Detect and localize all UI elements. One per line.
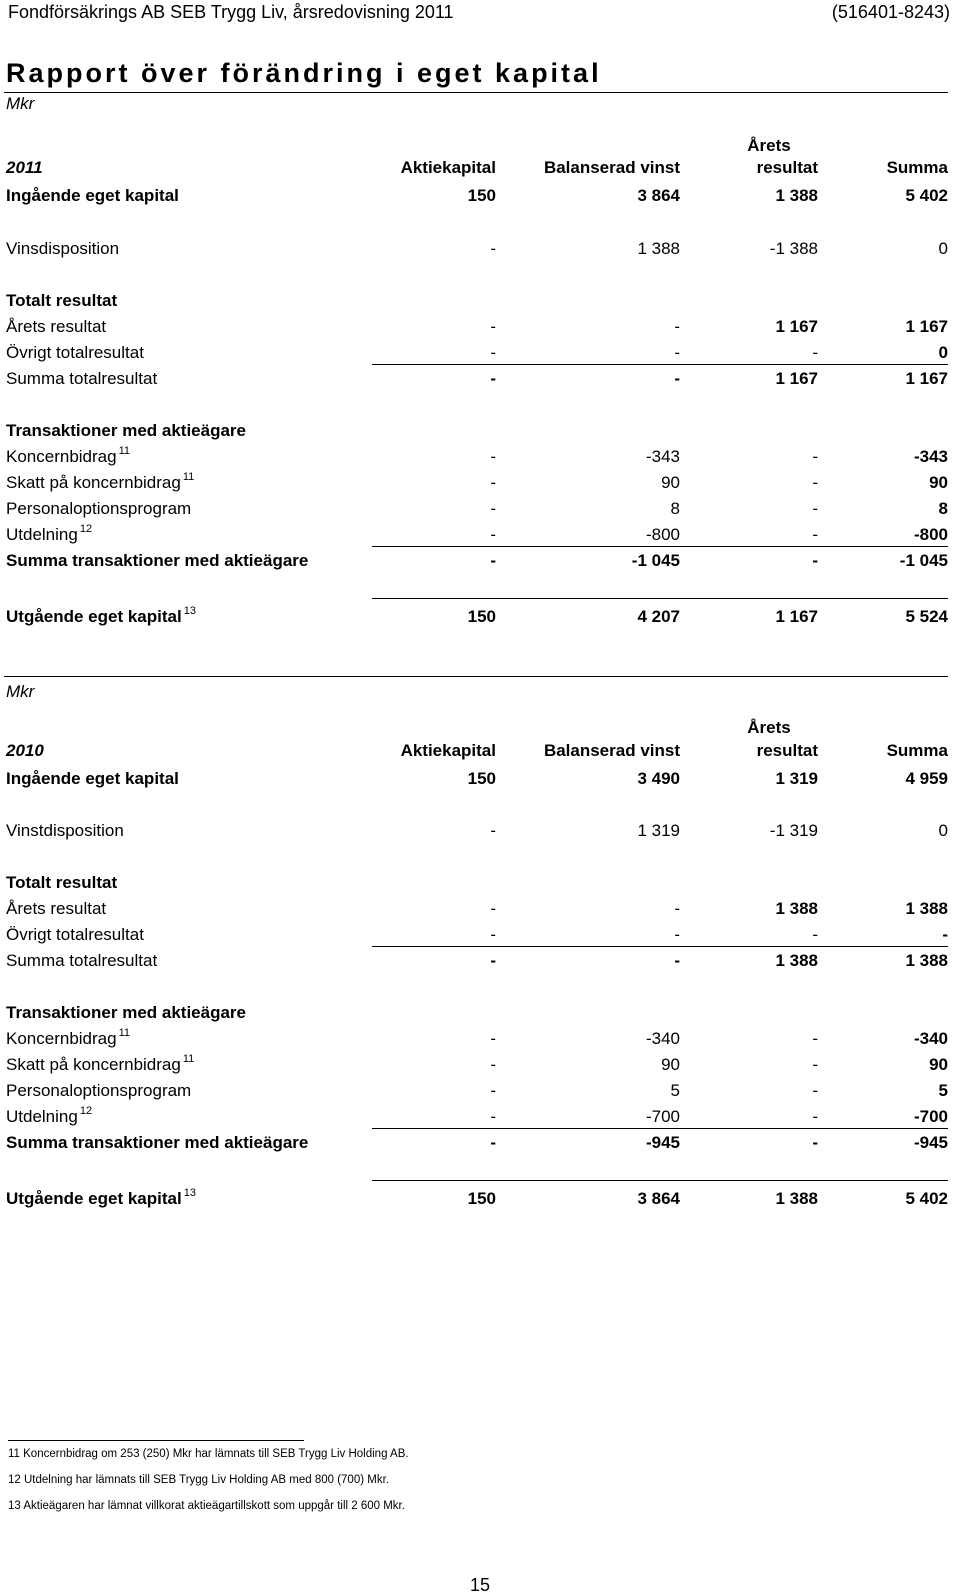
table-row-utdelning-2011 bbox=[6, 523, 950, 547]
cell-arets: - bbox=[812, 1081, 818, 1100]
cell-aktiekapital: - bbox=[490, 499, 496, 518]
col-summa: Summa bbox=[886, 741, 948, 760]
sum-line bbox=[372, 1128, 948, 1129]
cell-balanserad: -340 bbox=[645, 1029, 680, 1048]
table-row-ingaende-2010 bbox=[6, 767, 950, 791]
cell-arets: 1 388 bbox=[775, 1189, 818, 1208]
footnote-ref: 12 bbox=[79, 1105, 93, 1117]
footnote-ref: 12 bbox=[79, 523, 93, 535]
table-row-utgaende-2011 bbox=[6, 605, 950, 629]
table-row-koncernbidrag-2010 bbox=[6, 1027, 950, 1051]
cell-aktiekapital: - bbox=[490, 1055, 496, 1074]
cell-arets: 1 388 bbox=[775, 951, 818, 970]
table-row-ovrigt-2010 bbox=[6, 923, 950, 947]
year-label-2011: 2011 bbox=[6, 158, 43, 177]
cell-summa: 90 bbox=[929, 1055, 948, 1074]
cell-aktiekapital: 150 bbox=[467, 186, 496, 205]
section-heading: Transaktioner med aktieägare bbox=[6, 1003, 247, 1022]
cell-balanserad: - bbox=[674, 951, 680, 970]
cell-aktiekapital: - bbox=[490, 239, 496, 258]
cell-aktiekapital: - bbox=[490, 343, 496, 362]
cell-arets: -1 319 bbox=[769, 821, 818, 840]
col-arets-resultat: resultat bbox=[756, 158, 818, 177]
total-line bbox=[372, 598, 948, 599]
cell-arets: - bbox=[812, 925, 818, 944]
cell-balanserad: 8 bbox=[670, 499, 680, 518]
title-underline bbox=[4, 92, 948, 93]
col-balanserad-vinst: Balanserad vinst bbox=[543, 158, 680, 177]
cell-summa: -340 bbox=[913, 1029, 948, 1048]
cell-balanserad: - bbox=[674, 899, 680, 918]
cell-aktiekapital: 150 bbox=[467, 1189, 496, 1208]
cell-arets: - bbox=[812, 1029, 818, 1048]
section-heading-transaktioner-2011 bbox=[6, 419, 950, 443]
section-heading: Transaktioner med aktieägare bbox=[6, 421, 247, 440]
row-label: Övrigt totalresultat bbox=[6, 343, 144, 362]
cell-balanserad: - bbox=[674, 317, 680, 336]
col-aktiekapital: Aktiekapital bbox=[400, 741, 496, 760]
unit-label-2010: Mkr bbox=[6, 682, 35, 701]
table-row-koncernbidrag-2011 bbox=[6, 445, 950, 469]
header-row-2010 bbox=[6, 739, 950, 763]
sum-line bbox=[372, 946, 948, 947]
col-arets-top-2011: Årets bbox=[747, 136, 791, 155]
cell-arets: 1 319 bbox=[775, 769, 818, 788]
row-label: Utgående eget kapital bbox=[6, 607, 182, 626]
cell-arets: - bbox=[812, 525, 818, 544]
row-label: Utgående eget kapital bbox=[6, 1189, 182, 1208]
cell-arets: 1 388 bbox=[775, 899, 818, 918]
cell-aktiekapital: - bbox=[490, 473, 496, 492]
cell-balanserad: 90 bbox=[661, 473, 680, 492]
cell-balanserad: - bbox=[674, 925, 680, 944]
cell-aktiekapital: - bbox=[490, 447, 496, 466]
col-aktiekapital: Aktiekapital bbox=[400, 158, 496, 177]
cell-summa: - bbox=[942, 925, 948, 944]
cell-summa: -945 bbox=[913, 1133, 948, 1152]
cell-aktiekapital: - bbox=[490, 369, 496, 388]
cell-arets: - bbox=[812, 473, 818, 492]
cell-arets: - bbox=[812, 1107, 818, 1126]
cell-arets: - bbox=[812, 1055, 818, 1074]
cell-arets: - bbox=[812, 343, 818, 362]
footnote-ref: 11 bbox=[118, 1027, 130, 1039]
cell-arets: 1 167 bbox=[775, 317, 818, 336]
cell-summa: 8 bbox=[938, 499, 948, 518]
cell-balanserad: - bbox=[674, 369, 680, 388]
cell-aktiekapital: 150 bbox=[467, 607, 496, 626]
cell-summa: 0 bbox=[938, 343, 948, 362]
row-label: Årets resultat bbox=[6, 317, 107, 336]
section-heading-totalt-2010 bbox=[6, 871, 950, 895]
col-summa: Summa bbox=[886, 158, 948, 177]
cell-aktiekapital: - bbox=[490, 899, 496, 918]
cell-summa: 0 bbox=[938, 239, 948, 258]
cell-summa: -800 bbox=[913, 525, 948, 544]
cell-aktiekapital: - bbox=[490, 525, 496, 544]
cell-arets: 1 167 bbox=[775, 369, 818, 388]
cell-summa: 1 167 bbox=[905, 317, 948, 336]
footnote-separator bbox=[8, 1440, 304, 1441]
row-label: Ingående eget kapital bbox=[6, 186, 179, 205]
unit-label-2011: Mkr bbox=[6, 94, 35, 113]
cell-summa: -700 bbox=[913, 1107, 948, 1126]
section-heading-totalt-2011 bbox=[6, 289, 950, 313]
cell-summa: 4 959 bbox=[905, 769, 948, 788]
row-label: Ingående eget kapital bbox=[6, 769, 179, 788]
table-row-arets-resultat-2011 bbox=[6, 315, 950, 339]
row-label: Personaloptionsprogram bbox=[6, 499, 192, 518]
section-heading: Totalt resultat bbox=[6, 873, 118, 892]
cell-summa: 1 388 bbox=[905, 951, 948, 970]
row-label: Personaloptionsprogram bbox=[6, 1081, 192, 1100]
col-arets-top-2010: Årets bbox=[747, 718, 791, 737]
row-label: Koncernbidrag bbox=[6, 447, 117, 466]
cell-summa: 5 402 bbox=[905, 1189, 948, 1208]
row-label: Summa transaktioner med aktieägare bbox=[6, 1133, 309, 1152]
table-row-personal-2010 bbox=[6, 1079, 950, 1103]
table-row-personal-2011 bbox=[6, 497, 950, 521]
cell-arets: - bbox=[812, 499, 818, 518]
sum-line bbox=[372, 546, 948, 547]
cell-summa: 0 bbox=[938, 821, 948, 840]
cell-arets: - bbox=[812, 1133, 818, 1152]
row-label: Skatt på koncernbidrag bbox=[6, 473, 181, 492]
footnote-11: 11 Koncernbidrag om 253 (250) Mkr har lämnats till SEB Trygg Liv Holding AB. bbox=[8, 1448, 409, 1460]
total-line bbox=[372, 1180, 948, 1181]
sum-line bbox=[372, 364, 948, 365]
cell-balanserad: -945 bbox=[645, 1133, 680, 1152]
cell-balanserad: -1 045 bbox=[631, 551, 680, 570]
cell-aktiekapital: - bbox=[490, 925, 496, 944]
row-label: Skatt på koncernbidrag bbox=[6, 1055, 181, 1074]
cell-arets: - bbox=[812, 551, 818, 570]
col-balanserad-vinst: Balanserad vinst bbox=[543, 741, 680, 760]
cell-balanserad: 90 bbox=[661, 1055, 680, 1074]
row-label: Vinsdisposition bbox=[6, 239, 120, 258]
table-row-summa-trans-2011 bbox=[6, 549, 950, 573]
cell-summa: 1 388 bbox=[905, 899, 948, 918]
cell-balanserad: 1 319 bbox=[637, 821, 680, 840]
row-label: Koncernbidrag bbox=[6, 1029, 117, 1048]
cell-summa: 5 402 bbox=[905, 186, 948, 205]
section-divider bbox=[4, 676, 948, 677]
cell-aktiekapital: - bbox=[490, 821, 496, 840]
footnote-ref: 11 bbox=[182, 471, 195, 483]
row-label: Vinstdisposition bbox=[6, 821, 124, 840]
table-row-summa-trans-2010 bbox=[6, 1131, 950, 1155]
year-label-2010: 2010 bbox=[6, 741, 44, 760]
cell-aktiekapital: - bbox=[490, 1081, 496, 1100]
col-arets-resultat: resultat bbox=[756, 741, 818, 760]
footnote-ref: 11 bbox=[118, 445, 130, 457]
cell-summa: 90 bbox=[929, 473, 948, 492]
row-label: Utdelning bbox=[6, 525, 78, 544]
table-row-utgaende-2010 bbox=[6, 1187, 950, 1211]
footnote-12: 12 Utdelning har lämnats till SEB Trygg Liv Holding AB med 800 (700) Mkr. bbox=[8, 1474, 389, 1486]
cell-aktiekapital: - bbox=[490, 1133, 496, 1152]
cell-arets: 1 388 bbox=[775, 186, 818, 205]
footnote-ref: 13 bbox=[183, 605, 196, 617]
cell-balanserad: -343 bbox=[645, 447, 680, 466]
company-report-title: Fondförsäkrings AB SEB Trygg Liv, årsredovisning 2011 bbox=[8, 2, 454, 22]
cell-aktiekapital: 150 bbox=[467, 769, 496, 788]
cell-aktiekapital: - bbox=[490, 317, 496, 336]
table-row-vinstdisposition-2011 bbox=[6, 237, 950, 261]
header-row-2011 bbox=[6, 156, 950, 180]
cell-summa: 5 524 bbox=[905, 607, 948, 626]
row-label: Utdelning bbox=[6, 1107, 78, 1126]
table-row-ingaende-2011 bbox=[6, 184, 950, 208]
cell-arets: - bbox=[812, 447, 818, 466]
table-row-summa-total-2010 bbox=[6, 949, 950, 973]
row-label: Summa totalresultat bbox=[6, 951, 158, 970]
page-number: 15 bbox=[469, 1575, 491, 1595]
page-title: Rapport över förändring i eget kapital bbox=[6, 58, 602, 88]
cell-summa: 5 bbox=[938, 1081, 948, 1100]
section-heading-transaktioner-2010 bbox=[6, 1001, 950, 1025]
org-number: (516401-8243) bbox=[831, 2, 950, 22]
page-header bbox=[8, 2, 950, 28]
table-row-utdelning-2010 bbox=[6, 1105, 950, 1129]
cell-aktiekapital: - bbox=[490, 1029, 496, 1048]
cell-balanserad: 5 bbox=[670, 1081, 680, 1100]
cell-aktiekapital: - bbox=[490, 951, 496, 970]
cell-balanserad: 3 864 bbox=[637, 1189, 680, 1208]
row-label: Summa transaktioner med aktieägare bbox=[6, 551, 309, 570]
cell-balanserad: 3 864 bbox=[637, 186, 680, 205]
cell-aktiekapital: - bbox=[490, 1107, 496, 1126]
footnote-ref: 13 bbox=[183, 1187, 196, 1199]
footnote-13: 13 Aktieägaren har lämnat villkorat aktieägartillskott som uppgår till 2 600 Mkr. bbox=[8, 1500, 405, 1512]
table-row-summa-total-2011 bbox=[6, 367, 950, 391]
row-label: Övrigt totalresultat bbox=[6, 925, 144, 944]
cell-balanserad: -800 bbox=[645, 525, 680, 544]
table-row-skatt-2011 bbox=[6, 471, 950, 495]
cell-summa: -343 bbox=[913, 447, 948, 466]
row-label: Summa totalresultat bbox=[6, 369, 158, 388]
table-row-skatt-2010 bbox=[6, 1053, 950, 1077]
cell-arets: 1 167 bbox=[775, 607, 818, 626]
footnote-ref: 11 bbox=[182, 1053, 195, 1065]
cell-balanserad: 1 388 bbox=[637, 239, 680, 258]
cell-summa: 1 167 bbox=[905, 369, 948, 388]
cell-summa: -1 045 bbox=[899, 551, 948, 570]
table-row-vinstdisposition-2010 bbox=[6, 819, 950, 843]
cell-balanserad: 3 490 bbox=[637, 769, 680, 788]
cell-arets: -1 388 bbox=[769, 239, 818, 258]
table-row-ovrigt-2011 bbox=[6, 341, 950, 365]
cell-balanserad: 4 207 bbox=[637, 607, 680, 626]
table-row-arets-resultat-2010 bbox=[6, 897, 950, 921]
cell-balanserad: - bbox=[674, 343, 680, 362]
row-label: Årets resultat bbox=[6, 899, 107, 918]
section-heading: Totalt resultat bbox=[6, 291, 118, 310]
cell-balanserad: -700 bbox=[645, 1107, 680, 1126]
cell-aktiekapital: - bbox=[490, 551, 496, 570]
